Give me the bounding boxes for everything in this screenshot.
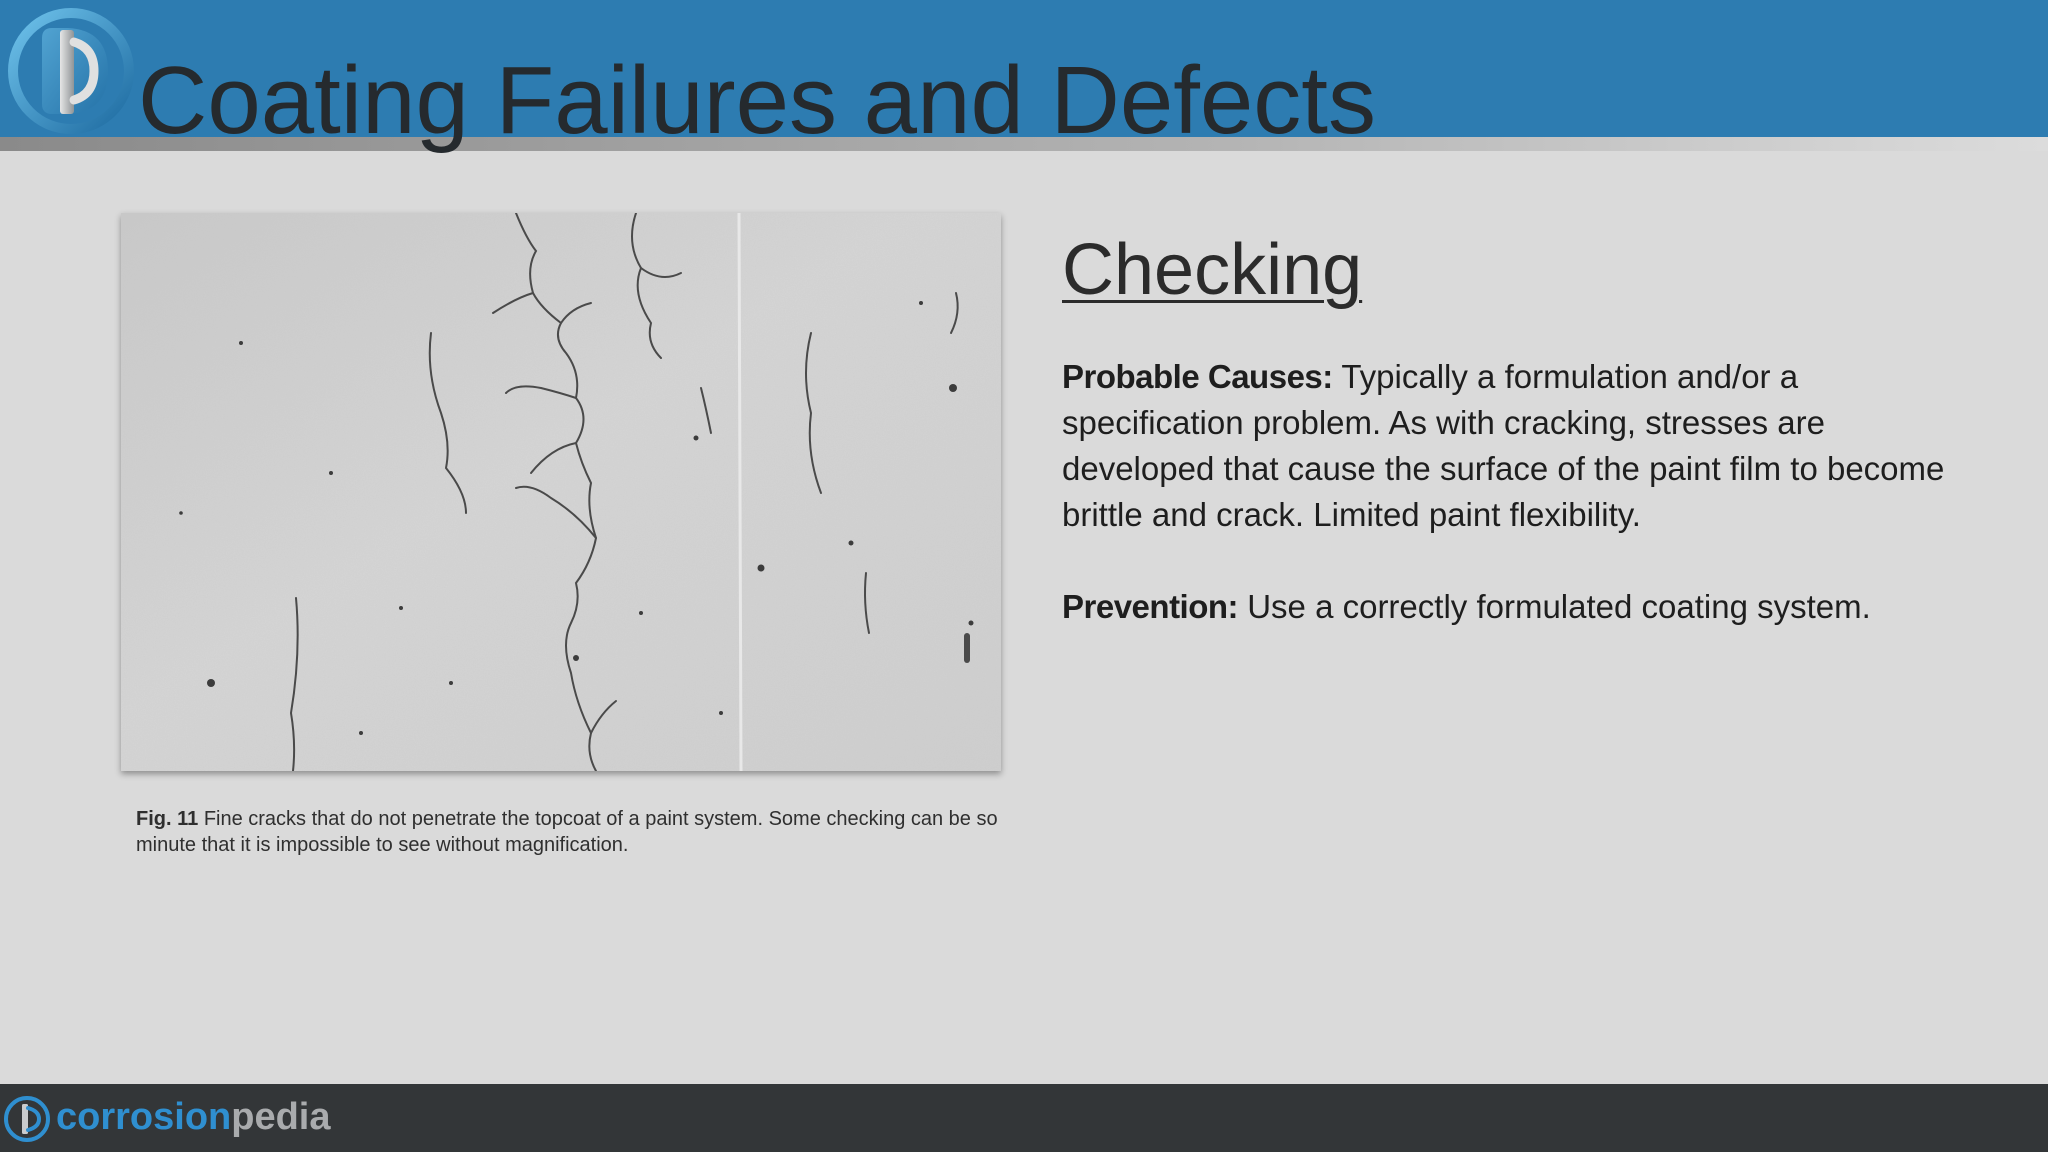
figure-caption — [136, 806, 1006, 858]
probable-causes-label: Probable Causes: — [1062, 358, 1333, 395]
corrosionpedia-logo-icon — [2, 1094, 52, 1144]
brand-part-corrosion: corrosion — [56, 1096, 232, 1138]
probable-causes-paragraph — [1062, 354, 1962, 538]
brand-wordmark — [56, 1093, 331, 1141]
prevention-text: Use a correctly formulated coating system. — [1238, 588, 1871, 625]
figure-label: Fig. 11 — [136, 808, 199, 830]
prevention-paragraph — [1062, 584, 1962, 630]
checking-defect-photo — [121, 213, 1001, 771]
corrosionpedia-logo-icon — [8, 8, 134, 134]
slide-title: Coating Failures and Defects — [138, 47, 1376, 154]
prevention-label: Prevention: — [1062, 588, 1239, 625]
figure-caption-text: Fine cracks that do not penetrate the topcoat of a paint system. Some checking can be so minute that it is impossible to see without magnification. — [136, 808, 998, 856]
footer-bar — [0, 1084, 2048, 1152]
brand-part-pedia: pedia — [231, 1096, 331, 1138]
probable-causes-text: Typically a formulation and/or a specification problem. As with cracking, stresses are developed that cause the surface of the paint film to become brittle and crack. Limited paint flexibility. — [1062, 358, 1945, 533]
section-heading: Checking — [1062, 230, 1363, 310]
